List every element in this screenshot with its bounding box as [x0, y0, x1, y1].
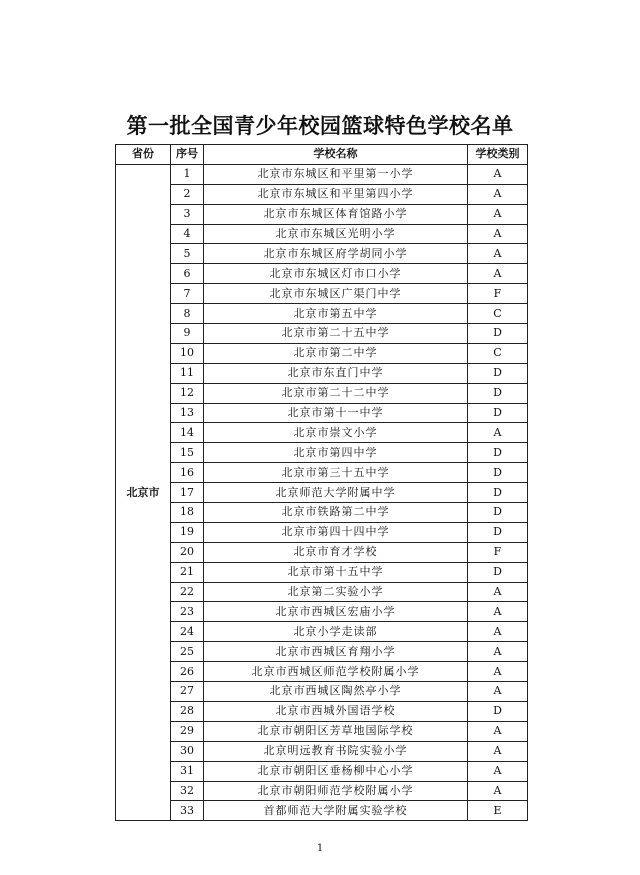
- table-row: [116, 423, 528, 443]
- table-row: [116, 582, 528, 602]
- table-row: [116, 542, 528, 562]
- row-number-cell: 26: [171, 662, 204, 682]
- school-name-cell: 北京市朝阳师范学校附属小学: [204, 781, 468, 801]
- school-name-cell: 北京师范大学附属中学: [204, 483, 468, 503]
- table-row: [116, 662, 528, 682]
- row-number-cell: 21: [171, 562, 204, 582]
- table-row: [116, 642, 528, 662]
- table-row: [116, 701, 528, 721]
- school-name-cell: 北京市第二十五中学: [204, 324, 468, 344]
- column-header-number: 序号: [171, 145, 204, 165]
- row-number-cell: 14: [171, 423, 204, 443]
- row-number-cell: 1: [171, 164, 204, 184]
- school-name-cell: 北京市第十五中学: [204, 562, 468, 582]
- school-type-cell: F: [468, 284, 528, 304]
- school-name-cell: 北京市西城区育翔小学: [204, 642, 468, 662]
- school-name-cell: 北京市朝阳区芳草地国际学校: [204, 721, 468, 741]
- table-row: [116, 244, 528, 264]
- row-number-cell: 22: [171, 582, 204, 602]
- school-name-cell: 北京市朝阳区垂杨柳中心小学: [204, 761, 468, 781]
- school-name-cell: 北京市第三十五中学: [204, 463, 468, 483]
- school-type-cell: A: [468, 423, 528, 443]
- school-name-cell: 北京市东城区灯市口小学: [204, 264, 468, 284]
- row-number-cell: 12: [171, 383, 204, 403]
- school-name-cell: 北京市东直门中学: [204, 363, 468, 383]
- school-type-cell: A: [468, 682, 528, 702]
- table-row: [116, 463, 528, 483]
- school-type-cell: D: [468, 483, 528, 503]
- school-type-cell: C: [468, 304, 528, 324]
- school-name-cell: 北京市西城区陶然亭小学: [204, 682, 468, 702]
- table-row: [116, 622, 528, 642]
- table-row: [116, 682, 528, 702]
- school-type-cell: A: [468, 721, 528, 741]
- school-name-cell: 北京市第四中学: [204, 443, 468, 463]
- row-number-cell: 8: [171, 304, 204, 324]
- school-name-cell: 北京小学走读部: [204, 622, 468, 642]
- table-row: [116, 503, 528, 523]
- row-number-cell: 9: [171, 324, 204, 344]
- table-row: [116, 741, 528, 761]
- table-row: [116, 801, 528, 821]
- school-name-cell: 北京市东城区府学胡同小学: [204, 244, 468, 264]
- school-name-cell: 北京市第四十四中学: [204, 522, 468, 542]
- row-number-cell: 15: [171, 443, 204, 463]
- school-type-cell: A: [468, 761, 528, 781]
- column-header-school-type: 学校类别: [468, 145, 528, 165]
- school-type-cell: D: [468, 701, 528, 721]
- row-number-cell: 27: [171, 682, 204, 702]
- school-type-cell: C: [468, 343, 528, 363]
- school-name-cell: 北京市第二中学: [204, 343, 468, 363]
- school-type-cell: F: [468, 542, 528, 562]
- province-cell: 北京市: [116, 164, 171, 820]
- school-type-cell: A: [468, 741, 528, 761]
- school-type-cell: E: [468, 801, 528, 821]
- school-type-cell: A: [468, 582, 528, 602]
- school-name-cell: 北京市第十一中学: [204, 403, 468, 423]
- school-type-cell: A: [468, 184, 528, 204]
- school-type-cell: A: [468, 622, 528, 642]
- row-number-cell: 30: [171, 741, 204, 761]
- school-name-cell: 北京明远教育书院实验小学: [204, 741, 468, 761]
- school-type-cell: A: [468, 224, 528, 244]
- school-name-cell: 北京市崇文小学: [204, 423, 468, 443]
- school-type-cell: A: [468, 781, 528, 801]
- table-row: [116, 721, 528, 741]
- table-header-row: [116, 145, 528, 165]
- school-name-cell: 北京市育才学校: [204, 542, 468, 562]
- row-number-cell: 13: [171, 403, 204, 423]
- row-number-cell: 29: [171, 721, 204, 741]
- school-type-cell: A: [468, 204, 528, 224]
- column-header-province: 省份: [116, 145, 171, 165]
- school-type-cell: A: [468, 662, 528, 682]
- school-list-table: [115, 144, 528, 821]
- school-type-cell: D: [468, 383, 528, 403]
- school-name-cell: 北京市东城区和平里第四小学: [204, 184, 468, 204]
- row-number-cell: 24: [171, 622, 204, 642]
- school-name-cell: 北京市西城区宏庙小学: [204, 602, 468, 622]
- school-name-cell: 北京市西城外国语学校: [204, 701, 468, 721]
- row-number-cell: 31: [171, 761, 204, 781]
- school-name-cell: 首都师范大学附属实验学校: [204, 801, 468, 821]
- school-type-cell: A: [468, 602, 528, 622]
- row-number-cell: 18: [171, 503, 204, 523]
- document-title: 第一批全国青少年校园篮球特色学校名单: [126, 114, 514, 138]
- school-name-cell: 北京市铁路第二中学: [204, 503, 468, 523]
- row-number-cell: 7: [171, 284, 204, 304]
- row-number-cell: 33: [171, 801, 204, 821]
- table-row: [116, 343, 528, 363]
- row-number-cell: 20: [171, 542, 204, 562]
- row-number-cell: 19: [171, 522, 204, 542]
- row-number-cell: 2: [171, 184, 204, 204]
- school-type-cell: D: [468, 562, 528, 582]
- row-number-cell: 4: [171, 224, 204, 244]
- row-number-cell: 6: [171, 264, 204, 284]
- column-header-school-name: 学校名称: [204, 145, 468, 165]
- school-name-cell: 北京市东城区和平里第一小学: [204, 164, 468, 184]
- school-name-cell: 北京市西城区师范学校附属小学: [204, 662, 468, 682]
- table-row: [116, 522, 528, 542]
- row-number-cell: 5: [171, 244, 204, 264]
- row-number-cell: 11: [171, 363, 204, 383]
- table-row: [116, 443, 528, 463]
- school-name-cell: 北京市东城区广渠门中学: [204, 284, 468, 304]
- row-number-cell: 3: [171, 204, 204, 224]
- row-number-cell: 16: [171, 463, 204, 483]
- school-type-cell: D: [468, 463, 528, 483]
- school-name-cell: 北京市第五中学: [204, 304, 468, 324]
- school-type-cell: D: [468, 522, 528, 542]
- table-row: [116, 304, 528, 324]
- table-row: [116, 284, 528, 304]
- table-row: [116, 483, 528, 503]
- table-row: [116, 602, 528, 622]
- page-number: 1: [316, 843, 324, 854]
- row-number-cell: 17: [171, 483, 204, 503]
- school-type-cell: A: [468, 244, 528, 264]
- row-number-cell: 28: [171, 701, 204, 721]
- school-type-cell: D: [468, 324, 528, 344]
- table-row: [116, 264, 528, 284]
- school-name-cell: 北京市东城区体育馆路小学: [204, 204, 468, 224]
- table-row: [116, 324, 528, 344]
- school-type-cell: A: [468, 164, 528, 184]
- row-number-cell: 10: [171, 343, 204, 363]
- school-type-cell: D: [468, 363, 528, 383]
- school-type-cell: A: [468, 264, 528, 284]
- school-type-cell: D: [468, 503, 528, 523]
- school-type-cell: D: [468, 443, 528, 463]
- school-name-cell: 北京市第二十二中学: [204, 383, 468, 403]
- row-number-cell: 23: [171, 602, 204, 622]
- school-type-cell: A: [468, 642, 528, 662]
- table-row: [116, 781, 528, 801]
- school-name-cell: 北京第二实验小学: [204, 582, 468, 602]
- table-row: [116, 224, 528, 244]
- table-row: [116, 184, 528, 204]
- table-row: [116, 403, 528, 423]
- table-row: [116, 383, 528, 403]
- school-name-cell: 北京市东城区光明小学: [204, 224, 468, 244]
- row-number-cell: 32: [171, 781, 204, 801]
- table-row: [116, 363, 528, 383]
- table-row: [116, 761, 528, 781]
- table-row: [116, 562, 528, 582]
- school-type-cell: D: [468, 403, 528, 423]
- row-number-cell: 25: [171, 642, 204, 662]
- table-row: [116, 164, 528, 184]
- table-row: [116, 204, 528, 224]
